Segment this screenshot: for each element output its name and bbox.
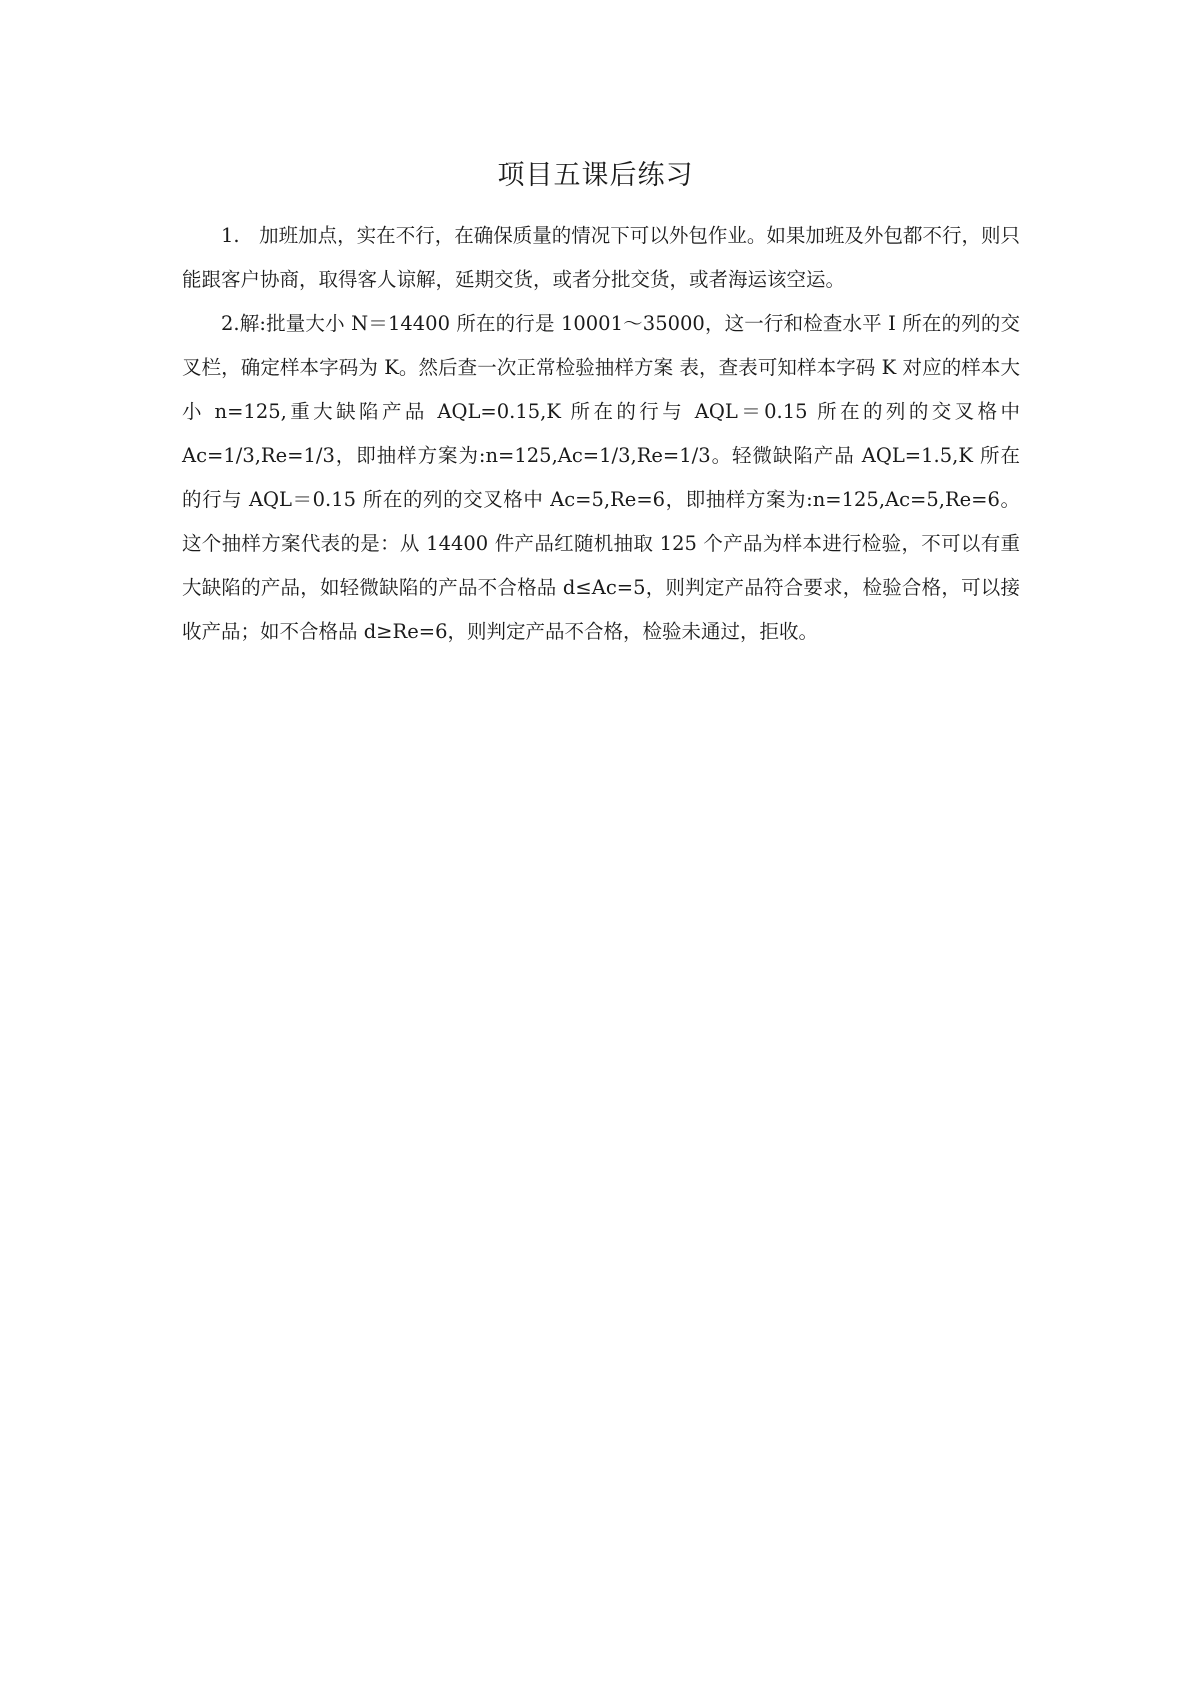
paragraph-answer-2: 2.解:批量大小 N＝14400 所在的行是 10001～35000，这一行和检查水平 I 所在的列的交叉栏，确定样本字码为 K。然后查一次正常检验抽样方案 表，查表可知样本字码 K 对应的样本大小 n=125,重大缺陷产品 AQL=0.15,K 所在的行与 AQL＝0.15 所在的列的交叉格中 Ac=1/3,Re=1/3，即抽样方案为:n=125,Ac=1/3,Re=1/3。轻微缺陷产品 AQL=1.5,K 所在的行与 AQL＝0.15 所在的列的交叉格中 Ac=5,Re=6，即抽样方案为:n=125,Ac=5,Re=6。这个抽样方案代表的是：从 14400 件产品红随机抽取 125 个产品为样本进行检验，不可以有重大缺陷的产品，如轻微缺陷的产品不合格品 d≤Ac=5，则判定产品符合要求，检验合格，可以接收产品；如不合格品 d≥Re=6，则判定产品不合格，检验未通过，拒收。: [182, 312, 1020, 643]
document-title: 项目五课后练习: [497, 160, 694, 191]
document-body: [182, 214, 1020, 654]
paragraph-answer-1: 1. 加班加点，实在不行，在确保质量的情况下可以外包作业。如果加班及外包都不行，则只能跟客户协商，取得客人谅解，延期交货，或者分批交货，或者海运该空运。: [182, 224, 1020, 291]
